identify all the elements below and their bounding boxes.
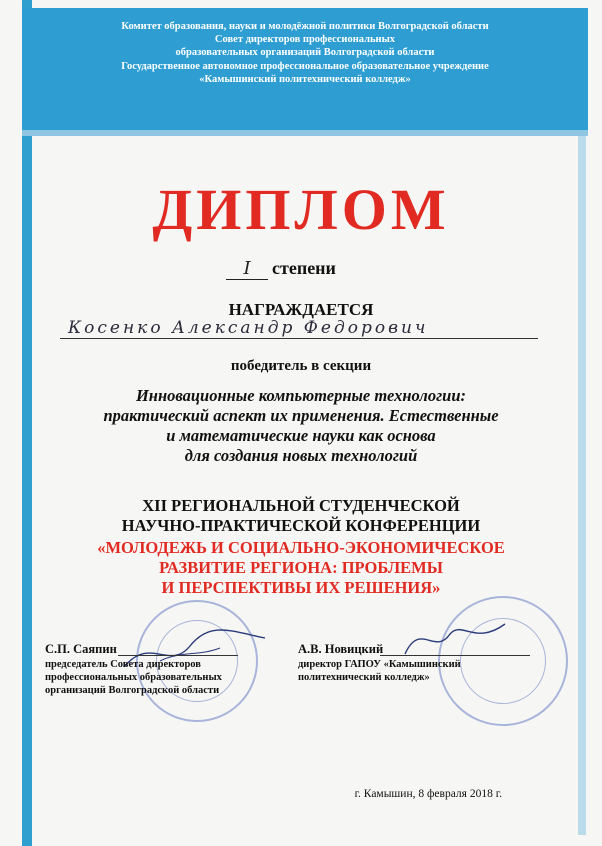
conference-name-line: И ПЕРСПЕКТИВЫ ИХ РЕШЕНИЯ» [161,578,441,597]
header-line: образовательных организаций Волгоградской области [175,47,435,59]
header-banner [22,8,588,130]
section-line: для создания новых технологий [184,446,418,465]
conference-name-line: РАЗВИТИЕ РЕГИОНА: ПРОБЛЕМЫ [159,558,443,577]
header-line: «Камышинский политехнический колледж» [199,73,411,85]
section-line: практический аспект их применения. Естественные [103,406,499,425]
section-title [0,386,602,466]
conference-title [0,496,602,536]
degree-line [226,258,336,280]
conference-line: НАУЧНО-ПРАКТИЧЕСКОЙ КОНФЕРЕНЦИИ [121,516,481,535]
conference-name-line: «МОЛОДЕЖЬ И СОЦИАЛЬНО-ЭКОНОМИЧЕСКОЕ [97,538,505,557]
header-line: Комитет образования, науки и молодёжной политики Волгоградской области [121,21,489,32]
section-line: и математические науки как основа [166,426,436,445]
header-text [22,20,588,86]
name-underline [60,338,538,339]
conference-name [0,538,602,598]
header-line: Государственное автономное профессиональное образовательное учреждение [121,60,489,72]
degree-label: степени [272,258,336,278]
header-divider [22,130,588,136]
awarded-heading: НАГРАЖДАЕТСЯ [228,300,374,319]
left-signer-name: С.П. Саяпин [45,642,117,656]
left-signer-title: председатель Совета директоров [45,659,201,670]
degree-number: I [226,258,268,280]
conference-line: XII РЕГИОНАЛЬНОЙ СТУДЕНЧЕСКОЙ [142,496,460,515]
left-signature-block [45,643,222,697]
diploma-title: ДИПЛОМ [152,177,450,242]
left-signer-title: профессиональных образовательных [45,672,222,683]
issue-date: г. Камышин, 8 февраля 2018 г. [354,788,502,800]
right-signer-name: А.В. Новицкий [298,642,384,656]
left-signer-title: организаций Волгоградской области [45,685,220,696]
right-signature-block [298,643,461,684]
header-line: Совет директоров профессиональных [214,34,396,46]
right-signer-title: директор ГАПОУ «Камышинский [298,659,461,670]
right-signer-title: политехнический колледж» [298,672,430,683]
winner-text: победитель в секции [230,358,372,374]
section-line: Инновационные компьютерные технологии: [135,386,467,405]
recipient-name: Косенко Александр Федорович [68,318,429,338]
